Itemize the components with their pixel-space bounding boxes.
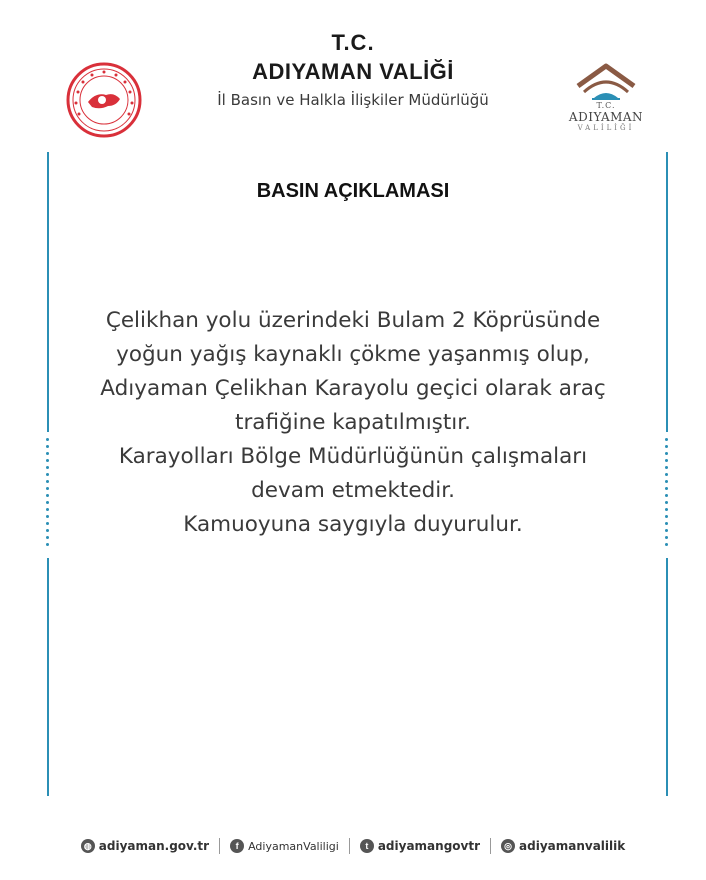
logo-city-text: ADIYAMAN <box>568 110 644 124</box>
twitter-icon: t <box>360 839 374 853</box>
footer-instagram[interactable] <box>501 839 625 853</box>
body-line: Çelikhan yolu üzerindeki Bulam 2 Köprüsünde <box>105 308 601 333</box>
globe-icon: ◍ <box>81 839 95 853</box>
footer-website[interactable] <box>81 839 209 853</box>
instagram-icon: ◎ <box>501 839 515 853</box>
header-subtitle: İl Basın ve Halkla İlişkiler Müdürlüğü <box>217 91 489 109</box>
header-tc: T.C. <box>331 30 375 55</box>
body-line: Kamuoyuna saygıyla duyurulur. <box>183 512 523 537</box>
footer-divider <box>219 838 220 854</box>
left-border-bottom <box>47 558 49 796</box>
footer-website-text: adiyaman.gov.tr <box>98 839 210 853</box>
footer-twitter-text: adiyamangovtr <box>377 839 481 853</box>
footer-facebook-text: AdiyamanValiligi <box>248 839 339 853</box>
header-valilik: ADIYAMAN VALİĞİ <box>252 59 454 84</box>
ministry-seal-icon <box>66 62 142 138</box>
footer <box>0 836 706 856</box>
right-border-bottom <box>666 558 668 796</box>
footer-facebook[interactable] <box>230 839 339 853</box>
logo-tc-text: T.C. <box>596 101 616 110</box>
press-release-heading: BASIN AÇIKLAMASI <box>256 180 450 202</box>
footer-twitter[interactable] <box>360 839 480 853</box>
body-line: trafiğine kapatılmıştır. <box>235 410 471 435</box>
press-release-body <box>60 304 646 542</box>
body-line: Karayolları Bölge Müdürlüğünün çalışmaları <box>118 444 588 469</box>
right-border-dots <box>665 438 669 550</box>
logo-valilik-text: VALİLİĞİ <box>577 124 635 132</box>
footer-divider <box>490 838 491 854</box>
footer-divider <box>349 838 350 854</box>
footer-instagram-text: adiyamanvalilik <box>519 839 626 853</box>
body-line: yoğun yağış kaynaklı çökme yaşanmış olup, <box>116 342 590 367</box>
facebook-icon: f <box>230 839 244 853</box>
body-line: Adıyaman Çelikhan Karayolu geçici olarak araç <box>100 376 606 401</box>
body-line: devam etmektedir. <box>251 478 455 503</box>
left-border-dots <box>46 438 50 550</box>
